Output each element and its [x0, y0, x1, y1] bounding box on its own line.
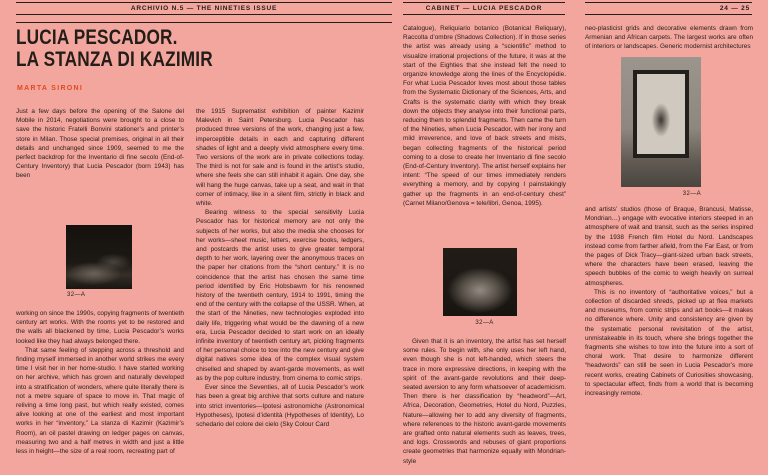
- body-column-1: [16, 107, 184, 181]
- author-name: MARTA SIRONI: [17, 85, 84, 92]
- figure-artwork-1: [66, 225, 132, 289]
- title-rule: [16, 22, 392, 23]
- header-center-label: CABINET — LUCIA PESCADOR: [403, 2, 565, 15]
- page-title-line-2: LA STANZA DI KAZIMIR: [16, 48, 213, 71]
- paragraph: neo-plasticist grids and decorative elements drawn from Armenian and African carpets. The largest works are often of interiors or landscapes. Generic modernist architectures: [585, 25, 753, 51]
- paragraph: This is no inventory of “authoritative voices,” but a collection of discarded shreds, picked up at flea markets and museums, from comic strips and art books—it makes no difference where. Unity and consistency are given by the systematic personal revisitation of the artist, unmistakeable in its touch, where she brings together the fragments she wishes to tow into the future into a sort of choral work. That desire to harmonize different “headwords” can still be seen in Lucia Pescador’s more recent works, creating Cabinets of Curiosities showcasing, to spectacular effect, finds from a world that is becoming increasingly remote.: [585, 288, 753, 398]
- paragraph: That same feeling of stepping across a threshold and finding myself immersed in another world strikes me every time I visit her in her home-studio. I have started working on her archive, which has grown and naturally developed into a stratification of wonders, where quite literally there is not a metre square of space to move in. That magic of reliving a time long past, but which really existed, comes alive looking at one of the earliest and most important works in her “inventory,” La stanza di Kazimir (Kazimir’s Room), an oil pastel drawing on ledger pages on canvas, measuring two and a half metres in width and just a little less in height—the size of a real room, recreating part of: [16, 346, 184, 456]
- page-title-line-1: LUCIA PESCADOR.: [16, 26, 178, 49]
- paragraph: Catalogue), Reliquiario botanico (Botanical Reliquary), Raccolta d’ombre (Shadows Collection). If in those series the artist was already using a “scientific” method to visualize irrational projections of the future, it was at the start of the Eighties that she instead felt the need to organize knowledge along the lines of the Encyclopédie. For what Lucia Pescador loves most about those tables from the Systematic Dictionary of the Sciences, Arts, and Crafts is the systematic clarity with which they break down the objects they analyse into their functional parts, reducing them to splendid fragments. Then came the turn of the Nineties, when Lucia Pescador, with her irony and mild irreverence, and love of back streets and mists, began collecting fragments of the historical period coming to a close to create her Inventario di fine secolo (End-of-Century Inventory). The artist herself explains her intent: “The speed of our times immediately renders everything a memory, and by copying I painstakingly gather up the fragments in an end-of-century chest” (Carnet Milano/Genova = tele/libri, Genoa, 1995).: [403, 25, 566, 207]
- paragraph: Given that it is an inventory, the artist has set herself some rules. To begin with, she only uses her left hand, even though she is not left-handed, which steers the trace in more expressive directions, in keeping with the spirit of the avant-garde revolutions and their deep-seated aversion to any form whatsoever of academicism. Then there is her classification by “headword”—Art, Africa, Decoration, Geometries, Hotel du Nord, Puzzles, Nature—allowing her to add any diversity of fragments, where references to the historic avant-garde movements are grafted onto natural elements such as leaves, trees, and logs. Crosswords and rebuses of giant proportions create geometries that harmonize equally with Mondrian-style: [403, 338, 566, 465]
- body-column-4-continued: [585, 205, 753, 398]
- body-column-3-continued: [403, 337, 566, 466]
- page-title: [16, 27, 316, 71]
- paragraph: Just a few days before the opening of the Salone del Mobile in 2014, negotiations were brought to a close to save the historic Fratelli Bonvini stationer’s and printer’s store in Milan. Those special premises, original in all their details and unchanged since 1909, seemed to me the perfect backdrop for the Inventario di fine secolo (End-of-Century Inventory) that Lucia Pescador (born 1943) has been: [16, 108, 184, 180]
- paragraph: the 1915 Suprematist exhibition of painter Kazimir Malevich in Saint Petersburg. Lucia Pescador has produced three versions of the work, changing just a few, imperceptible details in each and capturing different shades of light and a deeply vivid atmosphere every time. Two versions of the work are in private collections today. The third is not for sale and is found in the artist’s studio, where she feels she can still inhabit it again. One day, she will hang the huge canvas, take up a seat, and wait in that corner of intimacy, like in a silent film, strictly in black and white.: [196, 108, 364, 208]
- figure-caption-1: 32—A: [67, 292, 86, 298]
- paragraph: Ever since the Seventies, all of Lucia Pescador’s work has been a great big archive that sorts culture and nature into strict inventories—Ipotesi astronomiche (Astronomical Hypotheses), Ipotesi d’identità (Hypotheses of Identity), Lo schedario del colore dei cielo (Sky Colour Card: [196, 384, 364, 428]
- body-column-4: [585, 24, 753, 52]
- figure-artwork-2: [443, 248, 517, 316]
- paragraph: Bearing witness to the special sensitivity Lucia Pescador has for historical memory are not only the subjects of her works, but also the media she chooses for her works—sheet music, letters, exercise books, ledgers, and postcards the artist uses to give greater temporal depth to her work, layering over the anonymous traces on the paper her citations from the “short century.” It is no coincidence that the artist has chosen the same time period identified by Eric Hobsbawm for his renowned history of the twentieth century, 1914 to 1991, timing the end of the century with the collapse of the USSR. When, at the start of the Nineties, new technologies exploded into daily life, triggering what would be the dawning of a new era, Lucia Pescador decided to start work on an ideally infinite inventory of twentieth century art, picking fragments of her personal choice to tow into the new century and give digital natives some idea of the complex visual system chiselled and shaped by avant-garde movements, as well as by the pop culture industry, from cinema to comic strips.: [196, 209, 364, 382]
- header-left-label: ARCHIVIO N.5 — THE NINETIES ISSUE: [16, 2, 392, 15]
- header-page-numbers: 24 — 25: [585, 2, 752, 15]
- paragraph: and artists’ studios (those of Braque, Brancusi, Matisse, Mondrian…) engage with evocative interiors steeped in an atmosphere of wait and transit, such as the series inspired by the 1938 French film Hotel du Nord. Landscapes instead come from farther afield, from the Far East, or from the pages of Dick Tracy—giant-sized urban back streets, where the characters have been erased, leaving the speech bubbles of the comic to weigh heavily on surreal atmospheres.: [585, 206, 753, 287]
- figure-artwork-3: [621, 57, 701, 187]
- body-column-2: [196, 107, 364, 429]
- figure-caption-2: 32—A: [475, 320, 494, 326]
- figure-caption-3: 32—A: [682, 191, 701, 197]
- body-column-3: [403, 24, 566, 208]
- paragraph: working on since the 1990s, copying fragments of twentieth century art works. With the rooms yet to be restored and the walls all blackened by time, Lucia Pescador’s works looked like they had always belonged there.: [16, 310, 184, 345]
- body-column-1-continued: [16, 309, 184, 456]
- framed-picture: [633, 70, 689, 158]
